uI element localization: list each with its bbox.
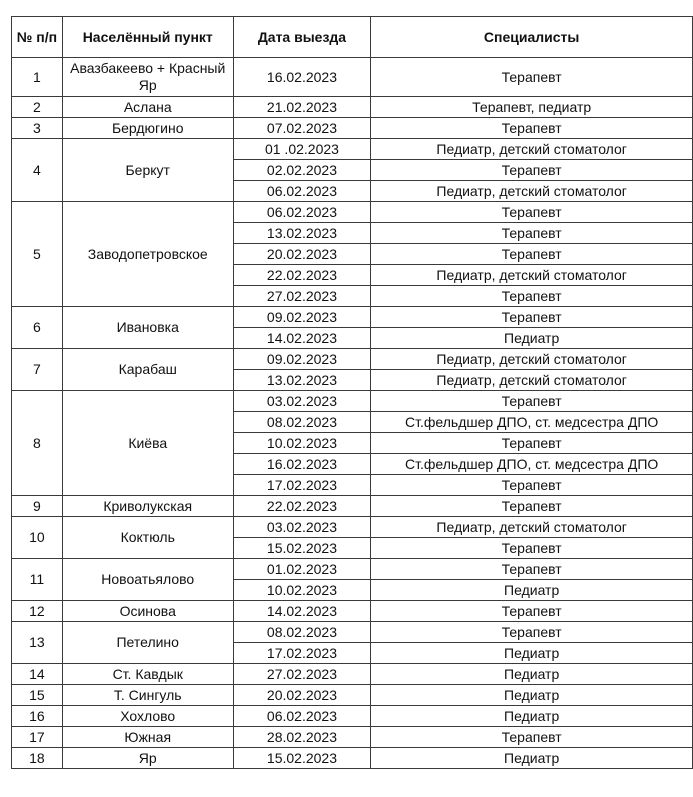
specialists: Педиатр, детский стоматолог: [371, 517, 693, 538]
visit-date: 21.02.2023: [233, 97, 371, 118]
specialists: Педиатр: [371, 580, 693, 601]
settlement-name: Осинова: [62, 601, 233, 622]
specialists: Педиатр, детский стоматолог: [371, 139, 693, 160]
visit-date: 16.02.2023: [233, 454, 371, 475]
table-row: [12, 685, 693, 706]
table-row: [12, 622, 693, 643]
visit-date: 14.02.2023: [233, 328, 371, 349]
specialists: Терапевт: [371, 223, 693, 244]
table-body: [12, 58, 693, 769]
specialists: Педиатр, детский стоматолог: [371, 349, 693, 370]
table-row: [12, 118, 693, 139]
row-number: 15: [12, 685, 63, 706]
visit-date: 07.02.2023: [233, 118, 371, 139]
visit-date: 20.02.2023: [233, 685, 371, 706]
visit-date: 06.02.2023: [233, 706, 371, 727]
table-row: [12, 139, 693, 160]
table-row: [12, 202, 693, 223]
row-number: 9: [12, 496, 63, 517]
specialists: Педиатр: [371, 664, 693, 685]
specialists: Терапевт: [371, 622, 693, 643]
visit-date: 27.02.2023: [233, 664, 371, 685]
settlement-name: Петелино: [62, 622, 233, 664]
table-row: [12, 748, 693, 769]
settlement-name: Хохлово: [62, 706, 233, 727]
visit-date: 10.02.2023: [233, 580, 371, 601]
visit-date: 20.02.2023: [233, 244, 371, 265]
header-place: Населённый пункт: [62, 17, 233, 58]
visit-date: 22.02.2023: [233, 496, 371, 517]
row-number: 17: [12, 727, 63, 748]
row-number: 11: [12, 559, 63, 601]
table-row: [12, 58, 693, 97]
visit-date: 10.02.2023: [233, 433, 371, 454]
specialists: Терапевт: [371, 496, 693, 517]
specialists: Педиатр: [371, 685, 693, 706]
header-row: [12, 17, 693, 58]
row-number: 2: [12, 97, 63, 118]
table-row: [12, 391, 693, 412]
row-number: 7: [12, 349, 63, 391]
visit-date: 17.02.2023: [233, 475, 371, 496]
specialists: Терапевт: [371, 286, 693, 307]
visit-date: 09.02.2023: [233, 349, 371, 370]
settlement-name: Авазбакеево + Красный Яр: [62, 58, 233, 97]
table-row: [12, 517, 693, 538]
settlement-name: Ст. Кавдык: [62, 664, 233, 685]
row-number: 6: [12, 307, 63, 349]
settlement-name: Криволукская: [62, 496, 233, 517]
settlement-name: Южная: [62, 727, 233, 748]
row-number: 8: [12, 391, 63, 496]
settlement-name: Карабаш: [62, 349, 233, 391]
visit-date: 06.02.2023: [233, 181, 371, 202]
row-number: 3: [12, 118, 63, 139]
header-date: Дата выезда: [233, 17, 371, 58]
table-row: [12, 664, 693, 685]
specialists: Терапевт: [371, 727, 693, 748]
specialists: Терапевт: [371, 118, 693, 139]
specialists: Ст.фельдшер ДПО, ст. медсестра ДПО: [371, 454, 693, 475]
table-row: [12, 496, 693, 517]
visit-date: 27.02.2023: [233, 286, 371, 307]
visit-date: 17.02.2023: [233, 643, 371, 664]
table-row: [12, 727, 693, 748]
specialists: Терапевт: [371, 601, 693, 622]
row-number: 12: [12, 601, 63, 622]
header-num: № п/п: [12, 17, 63, 58]
specialists: Педиатр: [371, 328, 693, 349]
settlement-name: Киёва: [62, 391, 233, 496]
visit-date: 16.02.2023: [233, 58, 371, 97]
visit-date: 15.02.2023: [233, 748, 371, 769]
row-number: 4: [12, 139, 63, 202]
table-row: [12, 307, 693, 328]
specialists: Терапевт: [371, 58, 693, 97]
specialists: Ст.фельдшер ДПО, ст. медсестра ДПО: [371, 412, 693, 433]
settlement-name: Новоатьялово: [62, 559, 233, 601]
row-number: 10: [12, 517, 63, 559]
specialists: Педиатр, детский стоматолог: [371, 181, 693, 202]
table-row: [12, 349, 693, 370]
visit-date: 08.02.2023: [233, 412, 371, 433]
schedule-table: [11, 16, 693, 769]
table-row: [12, 97, 693, 118]
header-specialists: Специалисты: [371, 17, 693, 58]
row-number: 14: [12, 664, 63, 685]
table-row: [12, 559, 693, 580]
table-row: [12, 706, 693, 727]
specialists: Терапевт: [371, 160, 693, 181]
specialists: Терапевт: [371, 391, 693, 412]
row-number: 18: [12, 748, 63, 769]
specialists: Терапевт: [371, 307, 693, 328]
visit-date: 08.02.2023: [233, 622, 371, 643]
specialists: Педиатр: [371, 706, 693, 727]
settlement-name: Яр: [62, 748, 233, 769]
specialists: Терапевт: [371, 202, 693, 223]
visit-date: 28.02.2023: [233, 727, 371, 748]
visit-date: 09.02.2023: [233, 307, 371, 328]
visit-date: 03.02.2023: [233, 517, 371, 538]
visit-date: 06.02.2023: [233, 202, 371, 223]
specialists: Терапевт: [371, 475, 693, 496]
specialists: Педиатр: [371, 643, 693, 664]
settlement-name: Бердюгино: [62, 118, 233, 139]
visit-date: 01 .02.2023: [233, 139, 371, 160]
specialists: Терапевт: [371, 433, 693, 454]
settlement-name: Ивановка: [62, 307, 233, 349]
visit-date: 01.02.2023: [233, 559, 371, 580]
settlement-name: Аслана: [62, 97, 233, 118]
row-number: 16: [12, 706, 63, 727]
row-number: 5: [12, 202, 63, 307]
specialists: Педиатр: [371, 748, 693, 769]
row-number: 1: [12, 58, 63, 97]
specialists: Терапевт: [371, 559, 693, 580]
visit-date: 15.02.2023: [233, 538, 371, 559]
specialists: Терапевт: [371, 244, 693, 265]
row-number: 13: [12, 622, 63, 664]
visit-date: 14.02.2023: [233, 601, 371, 622]
visit-date: 13.02.2023: [233, 370, 371, 391]
specialists: Терапевт: [371, 538, 693, 559]
visit-date: 22.02.2023: [233, 265, 371, 286]
specialists: Терапевт, педиатр: [371, 97, 693, 118]
settlement-name: Коктюль: [62, 517, 233, 559]
table-row: [12, 601, 693, 622]
settlement-name: Заводопетровское: [62, 202, 233, 307]
settlement-name: Беркут: [62, 139, 233, 202]
visit-date: 02.02.2023: [233, 160, 371, 181]
specialists: Педиатр, детский стоматолог: [371, 370, 693, 391]
specialists: Педиатр, детский стоматолог: [371, 265, 693, 286]
visit-date: 03.02.2023: [233, 391, 371, 412]
visit-date: 13.02.2023: [233, 223, 371, 244]
settlement-name: Т. Сингуль: [62, 685, 233, 706]
